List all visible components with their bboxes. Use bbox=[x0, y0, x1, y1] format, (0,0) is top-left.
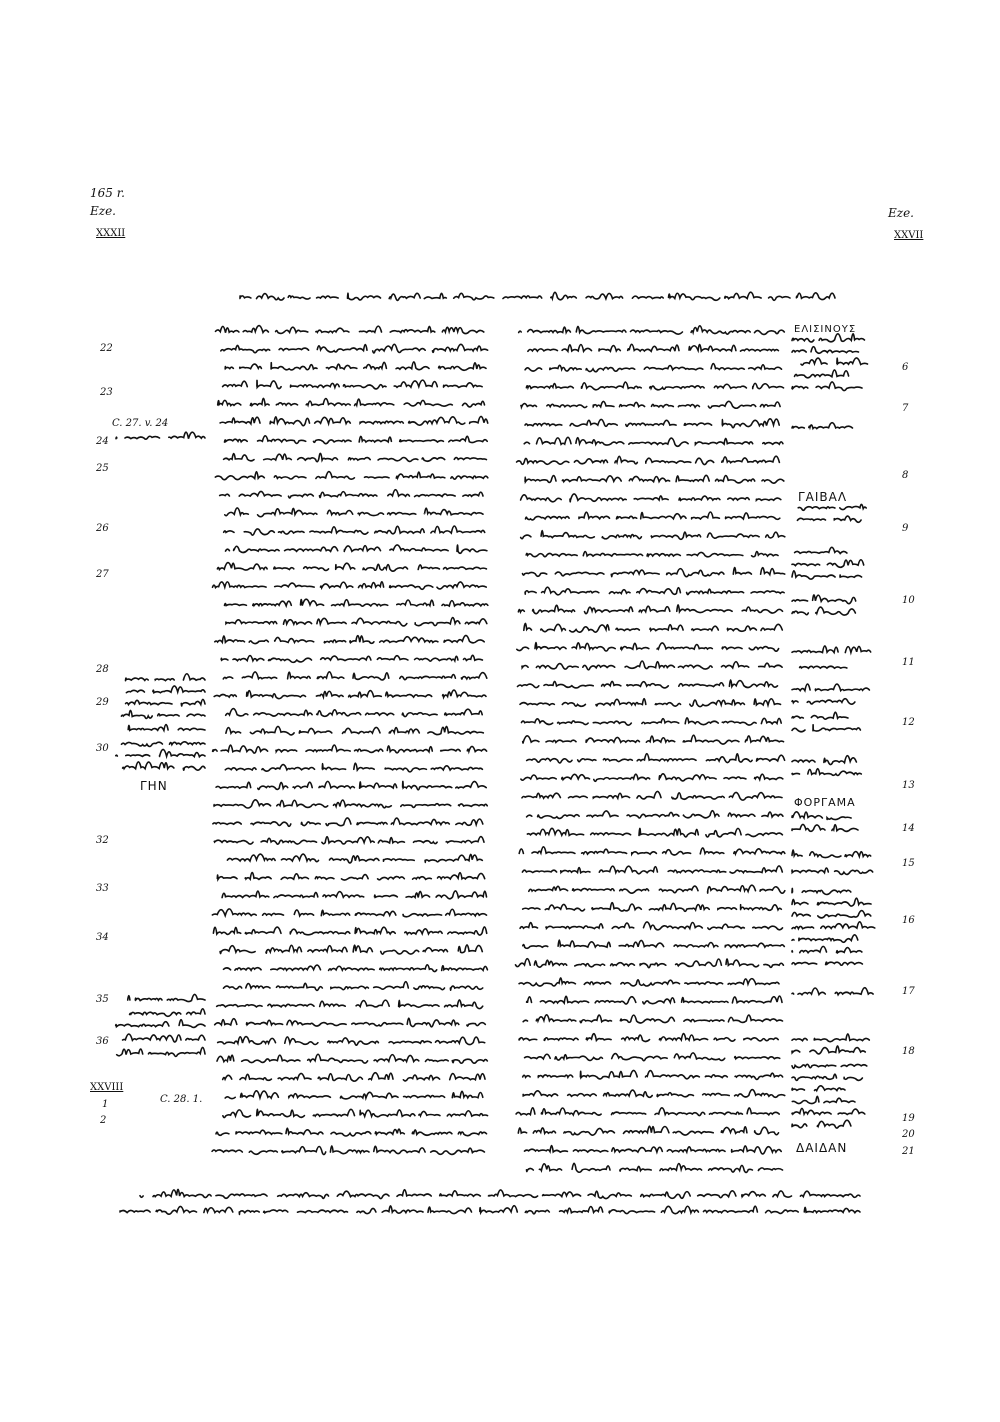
right-text-line bbox=[518, 605, 782, 614]
right-margin-gloss bbox=[792, 1034, 869, 1042]
verse-number: 10 bbox=[902, 595, 915, 606]
right-text-line bbox=[518, 1126, 778, 1135]
verse-number: 36 bbox=[96, 1036, 109, 1047]
left-text-line bbox=[213, 927, 486, 935]
folio-number: 165 r. bbox=[90, 186, 125, 200]
right-text-line bbox=[523, 940, 785, 948]
right-text-line bbox=[522, 791, 782, 800]
verse-number: 29 bbox=[96, 697, 109, 708]
right-text-line bbox=[520, 922, 782, 930]
right-margin-gloss bbox=[792, 1064, 867, 1068]
left-text-line bbox=[215, 1018, 486, 1027]
verse-number: 32 bbox=[96, 835, 109, 846]
right-margin-gloss bbox=[795, 547, 847, 553]
heading-line bbox=[240, 292, 835, 300]
right-text-line bbox=[522, 661, 782, 670]
left-text-line bbox=[226, 618, 487, 626]
right-text-line bbox=[518, 680, 778, 688]
verse-number: 12 bbox=[902, 717, 915, 728]
book-label-right: Eze. bbox=[888, 206, 914, 220]
left-text-line bbox=[225, 599, 488, 606]
right-margin-gloss bbox=[795, 370, 849, 378]
left-text-line bbox=[213, 582, 487, 590]
verse-number: 34 bbox=[96, 932, 109, 943]
right-margin-gloss bbox=[792, 988, 873, 995]
right-margin-gloss bbox=[792, 684, 869, 691]
verse-number: 16 bbox=[902, 915, 915, 926]
right-text-line bbox=[523, 1015, 782, 1023]
footer-line bbox=[140, 1189, 860, 1198]
left-text-line bbox=[225, 763, 482, 772]
right-text-line bbox=[522, 866, 782, 874]
left-text-line bbox=[214, 800, 487, 808]
right-text-line bbox=[525, 1053, 780, 1061]
right-text-line bbox=[517, 456, 780, 464]
verse-number: 20 bbox=[902, 1129, 915, 1140]
right-margin-gloss bbox=[792, 1120, 851, 1128]
left-margin-gloss bbox=[116, 432, 205, 439]
right-margin-gloss bbox=[800, 666, 847, 668]
left-text-line bbox=[217, 1000, 483, 1009]
left-text-line bbox=[217, 1054, 487, 1063]
right-text-line bbox=[527, 754, 785, 763]
right-margin-gloss bbox=[792, 962, 862, 965]
right-margin-gloss bbox=[792, 423, 853, 429]
right-text-line bbox=[526, 512, 780, 520]
right-text-line bbox=[524, 437, 783, 446]
right-text-line bbox=[521, 494, 781, 502]
left-text-line bbox=[225, 508, 483, 517]
right-text-line bbox=[519, 978, 779, 986]
verse-number: 2 bbox=[100, 1115, 107, 1126]
right-text-line bbox=[522, 718, 782, 725]
verse-number: 13 bbox=[902, 780, 915, 791]
right-text-line bbox=[523, 903, 782, 912]
left-text-line bbox=[216, 781, 486, 789]
right-text-line bbox=[516, 959, 784, 968]
verse-number: 11 bbox=[902, 657, 915, 668]
left-text-line bbox=[217, 873, 484, 881]
left-text-line bbox=[220, 945, 482, 954]
right-margin-gloss bbox=[792, 347, 859, 354]
verse-number: 35 bbox=[96, 994, 109, 1005]
chapter-label-left: XXXII bbox=[96, 228, 126, 239]
right-margin-gloss bbox=[792, 850, 871, 858]
verse-number: 22 bbox=[100, 343, 113, 354]
right-text-line bbox=[519, 326, 785, 335]
right-text-line bbox=[529, 885, 785, 893]
right-margin-gloss bbox=[792, 1108, 865, 1114]
greek-note: ΔΑΙΔΑΝ bbox=[796, 1141, 848, 1155]
left-text-line bbox=[220, 416, 488, 425]
right-margin-gloss bbox=[792, 1074, 862, 1080]
verse-number: 18 bbox=[902, 1046, 915, 1057]
left-text-line bbox=[212, 1146, 484, 1155]
right-margin-gloss bbox=[792, 898, 871, 906]
right-margin-gloss bbox=[792, 560, 864, 568]
right-margin-gloss bbox=[792, 1096, 855, 1103]
margin-note-ref: C. 28. 1. bbox=[160, 1094, 203, 1105]
left-text-line bbox=[225, 436, 488, 444]
right-text-line bbox=[527, 1163, 783, 1172]
left-text-line bbox=[227, 854, 482, 863]
left-margin-gloss bbox=[123, 762, 205, 770]
left-margin-gloss bbox=[116, 749, 205, 756]
left-text-line bbox=[226, 726, 483, 735]
right-margin-gloss bbox=[792, 712, 848, 719]
left-text-line bbox=[223, 672, 487, 680]
right-text-line bbox=[525, 1146, 782, 1154]
left-text-line bbox=[222, 891, 486, 899]
right-margin-gloss bbox=[792, 812, 851, 820]
right-text-line bbox=[526, 551, 778, 556]
left-text-line bbox=[223, 380, 483, 389]
verse-number: 14 bbox=[902, 823, 915, 834]
verse-number: 1 bbox=[102, 1099, 109, 1110]
right-text-line bbox=[523, 568, 785, 577]
left-text-line bbox=[212, 909, 486, 917]
right-margin-gloss bbox=[792, 946, 862, 952]
left-text-line bbox=[216, 326, 484, 334]
right-margin-gloss bbox=[792, 769, 861, 776]
left-margin-gloss bbox=[130, 1009, 205, 1017]
right-margin-gloss bbox=[792, 607, 855, 615]
right-text-line bbox=[521, 530, 785, 539]
right-margin-gloss bbox=[792, 595, 856, 604]
right-text-line bbox=[519, 847, 785, 855]
verse-number: 6 bbox=[902, 362, 909, 373]
right-text-line bbox=[526, 382, 783, 390]
right-text-line bbox=[525, 587, 784, 595]
right-text-line bbox=[525, 419, 779, 428]
book-label-left: Eze. bbox=[90, 204, 116, 218]
right-text-line bbox=[527, 811, 783, 819]
left-text-line bbox=[216, 1128, 487, 1136]
left-text-line bbox=[226, 709, 483, 717]
verse-number: 26 bbox=[96, 523, 109, 534]
verse-number: 21 bbox=[902, 1146, 915, 1157]
right-text-line bbox=[521, 774, 783, 782]
right-text-line bbox=[521, 401, 780, 408]
left-text-line bbox=[224, 526, 485, 535]
right-margin-gloss bbox=[797, 516, 861, 522]
left-text-line bbox=[224, 453, 487, 461]
right-text-line bbox=[525, 364, 781, 372]
greek-note: ΕΛΙΣΙΝΟΥΣ bbox=[794, 324, 857, 335]
left-margin-gloss bbox=[126, 674, 206, 681]
right-text-line bbox=[524, 623, 783, 632]
left-text-line bbox=[221, 655, 482, 662]
right-text-line bbox=[523, 1090, 785, 1098]
right-text-line bbox=[527, 828, 782, 837]
left-text-line bbox=[225, 1091, 483, 1099]
right-margin-gloss bbox=[798, 504, 866, 510]
left-text-line bbox=[225, 362, 486, 370]
left-text-line bbox=[223, 1073, 485, 1081]
margin-note-ref: C. 27. v. 24 bbox=[112, 418, 169, 429]
right-margin-gloss bbox=[792, 922, 875, 929]
verse-number: 24 bbox=[96, 436, 109, 447]
right-margin-gloss bbox=[792, 571, 862, 579]
left-margin-gloss bbox=[128, 994, 205, 1001]
left-text-line bbox=[215, 635, 484, 643]
verse-number: 9 bbox=[902, 523, 909, 534]
verse-number: 30 bbox=[96, 743, 109, 754]
right-margin-gloss bbox=[792, 646, 871, 653]
right-text-line bbox=[527, 996, 782, 1004]
right-margin-gloss bbox=[792, 756, 856, 765]
verse-number: 17 bbox=[902, 986, 915, 997]
right-margin-gloss bbox=[792, 888, 851, 894]
chapter-label-right: XXVII bbox=[894, 230, 924, 241]
left-margin-gloss bbox=[126, 686, 205, 693]
left-text-line bbox=[224, 982, 483, 991]
left-margin-gloss bbox=[117, 1047, 205, 1056]
right-margin-gloss bbox=[792, 1046, 865, 1054]
left-margin-gloss bbox=[128, 725, 205, 731]
left-text-line bbox=[220, 490, 483, 498]
right-margin-gloss bbox=[801, 358, 868, 365]
left-text-line bbox=[218, 1037, 485, 1046]
left-text-line bbox=[223, 1109, 488, 1117]
left-text-line bbox=[226, 545, 487, 553]
right-margin-gloss bbox=[792, 334, 865, 342]
footer-line bbox=[120, 1206, 860, 1215]
right-text-line bbox=[525, 475, 784, 483]
greek-note: ΦΟΡΓΑΜΑ bbox=[794, 796, 856, 809]
left-text-line bbox=[221, 344, 488, 353]
right-margin-gloss bbox=[792, 725, 860, 732]
verse-number: 23 bbox=[100, 387, 113, 398]
left-text-line bbox=[224, 965, 488, 972]
left-text-line bbox=[218, 398, 485, 406]
verse-number: 19 bbox=[902, 1113, 915, 1124]
greek-note: ΓΑΙΒΑΛ bbox=[798, 490, 848, 504]
right-margin-gloss bbox=[792, 911, 871, 918]
right-text-line bbox=[523, 735, 784, 744]
chapter-label-xxviii: XXVIII bbox=[90, 1082, 124, 1093]
right-margin-gloss bbox=[792, 382, 862, 391]
right-margin-gloss bbox=[792, 699, 855, 705]
left-text-line bbox=[214, 837, 484, 845]
right-text-line bbox=[519, 1034, 778, 1042]
right-margin-gloss bbox=[792, 824, 858, 831]
right-text-line bbox=[523, 1070, 783, 1079]
right-margin-gloss bbox=[792, 1086, 845, 1091]
verse-number: 28 bbox=[96, 664, 109, 675]
right-text-line bbox=[528, 344, 779, 351]
left-text-line bbox=[215, 472, 488, 480]
right-text-line bbox=[517, 643, 779, 652]
verse-number: 7 bbox=[902, 403, 909, 414]
left-margin-gloss bbox=[116, 1020, 205, 1028]
verse-number: 15 bbox=[902, 858, 915, 869]
left-text-line bbox=[213, 745, 487, 753]
right-text-line bbox=[516, 1108, 779, 1116]
verse-number: 8 bbox=[902, 470, 909, 481]
left-margin-gloss bbox=[126, 699, 205, 706]
verse-number: 33 bbox=[96, 883, 109, 894]
left-margin-gloss bbox=[121, 710, 205, 718]
greek-note: ΓΗΝ bbox=[140, 779, 168, 793]
left-margin-gloss bbox=[123, 1034, 205, 1042]
verse-number: 27 bbox=[96, 569, 109, 580]
left-text-line bbox=[214, 690, 486, 699]
verse-number: 25 bbox=[96, 463, 109, 474]
left-margin-gloss bbox=[122, 742, 206, 747]
left-text-line bbox=[217, 563, 486, 572]
right-margin-gloss bbox=[792, 868, 873, 874]
right-margin-gloss bbox=[792, 935, 858, 942]
left-text-line bbox=[213, 818, 483, 826]
right-text-line bbox=[520, 699, 781, 707]
